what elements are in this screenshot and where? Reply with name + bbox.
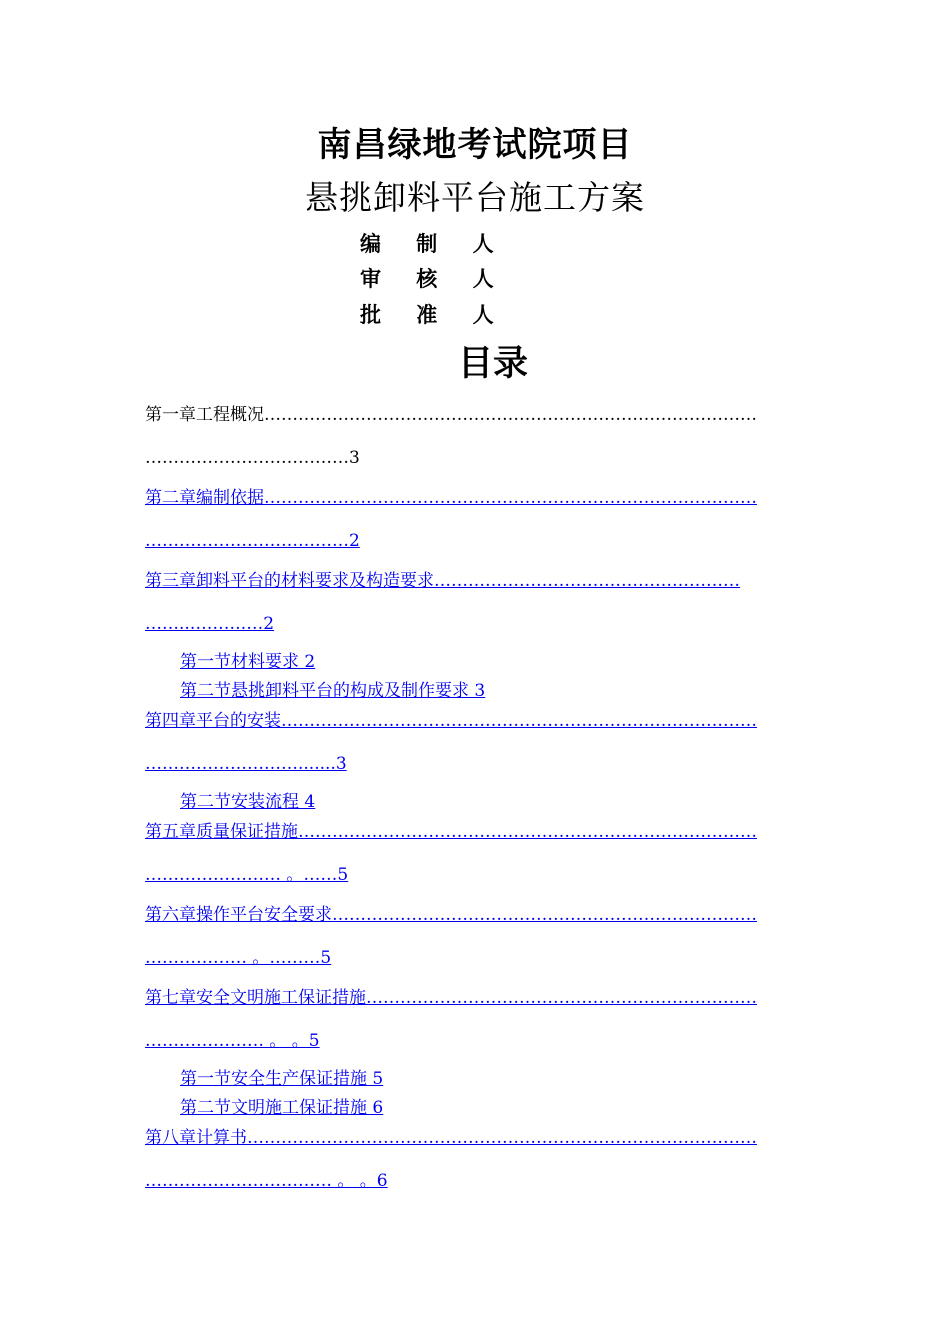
toc-section-3-2-link[interactable]: 第二节悬挑卸料平台的构成及制作要求 3	[180, 681, 486, 701]
toc-chapter-5-link[interactable]: 第五章质量保证措施………………………………………………………………………	[145, 822, 757, 842]
toc-chapter-8-link-cont[interactable]: …………………………… 。 。6	[145, 1171, 388, 1191]
toc-chapter-4-link-cont[interactable]: ……………………….......3	[145, 754, 347, 774]
toc-chapter-4-link[interactable]: 第四章平台的安装…………………………………………………………………………	[145, 711, 757, 731]
signature-compiler: 编 制 人	[360, 232, 508, 256]
toc-chapter-6-link[interactable]: 第六章操作平台安全要求…………………………………………………………………	[145, 905, 757, 925]
toc-chapter-2-link[interactable]: 第二章编制依据……………………………………………………………………………	[145, 488, 757, 508]
toc-section-7-2-link[interactable]: 第二节文明施工保证措施 6	[180, 1098, 384, 1118]
signature-reviewer: 审 核 人	[360, 267, 508, 291]
toc-chapter-7-link-cont[interactable]: ………………… 。 。5	[145, 1031, 320, 1051]
toc-section-4-2-link[interactable]: 第二节安装流程 4	[180, 792, 316, 812]
toc-chapter-3-link-cont[interactable]: ……..……….…2	[145, 614, 275, 634]
toc-chapter-2-link-cont[interactable]: ………………………………2	[145, 531, 360, 551]
toc-chapter-6-link-cont[interactable]: ……………… 。………5	[145, 948, 332, 968]
toc-chapter-1-line1: 第一章工程概况……………………………………………………………………………	[145, 405, 757, 425]
signature-approver: 批 准 人	[360, 303, 508, 327]
document-title: 南昌绿地考试院项目	[317, 125, 633, 165]
toc-chapter-5-link-cont[interactable]: …………………… 。……5	[145, 865, 349, 885]
toc-heading: 目录	[457, 344, 528, 384]
toc-chapter-3-link[interactable]: 第三章卸料平台的材料要求及构造要求………………………………………………	[145, 571, 740, 591]
document-subtitle: 悬挑卸料平台施工方案	[305, 178, 645, 217]
toc-section-7-1-link[interactable]: 第一节安全生产保证措施 5	[180, 1069, 384, 1089]
toc-chapter-7-link[interactable]: 第七章安全文明施工保证措施……………………………………………………………	[145, 988, 757, 1008]
toc-chapter-8-link[interactable]: 第八章计算书………………………………………………………………………………	[145, 1128, 757, 1148]
toc-section-3-1-link[interactable]: 第一节材料要求 2	[180, 652, 316, 672]
toc-chapter-1-line2: ………………………………3	[145, 448, 360, 468]
